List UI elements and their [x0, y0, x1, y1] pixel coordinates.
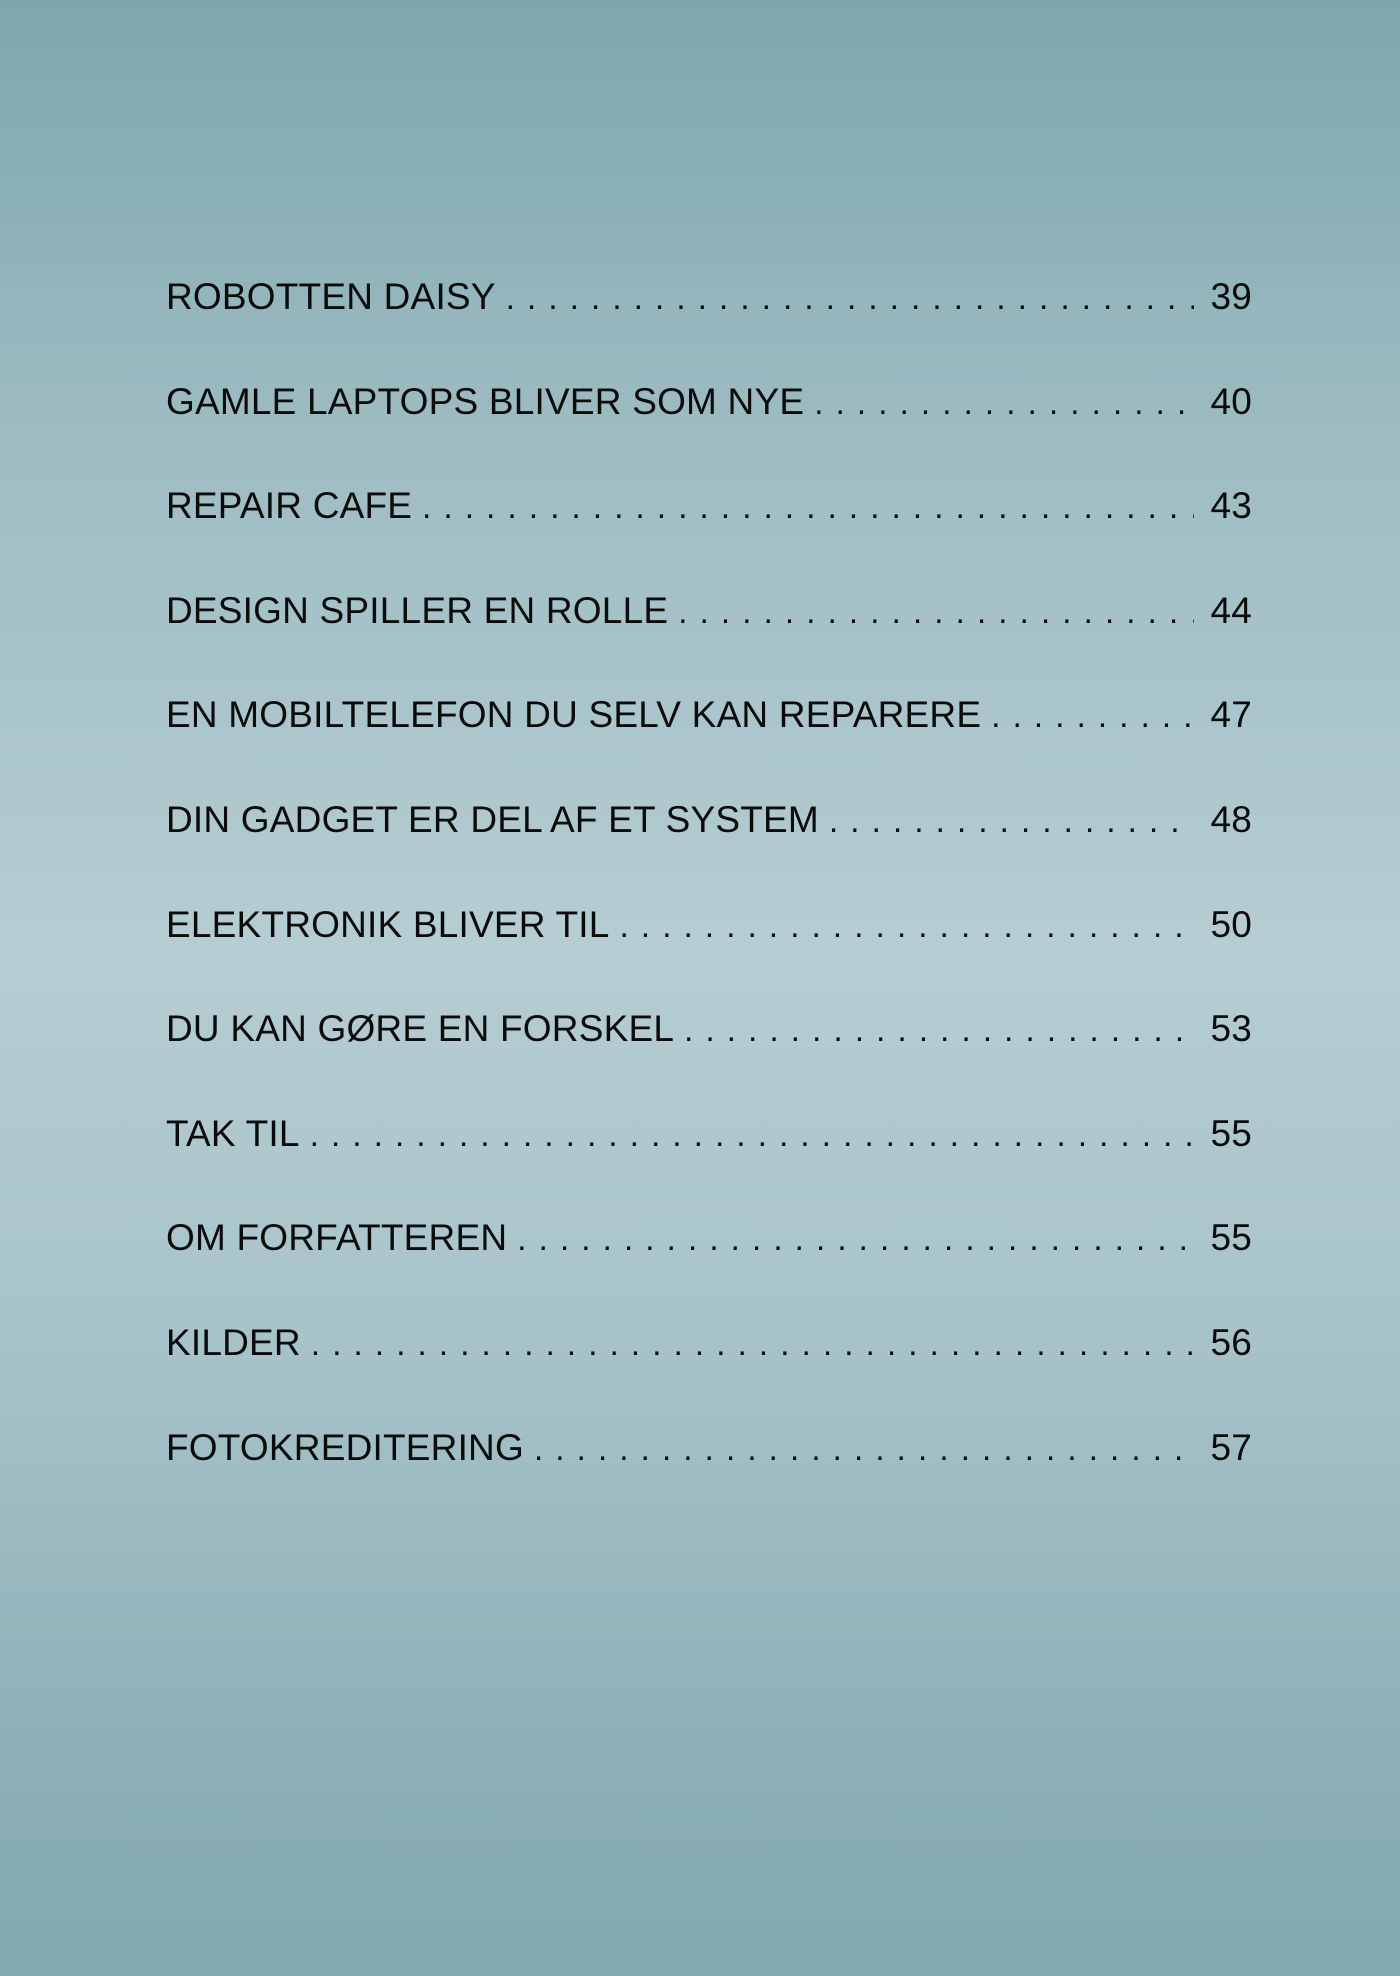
- toc-entry-title: DESIGN SPILLER EN ROLLE: [166, 589, 669, 631]
- toc-entry-page-number: 50: [1210, 903, 1252, 945]
- dot-leader: [311, 1325, 1194, 1363]
- dot-leader: [506, 279, 1194, 317]
- toc-entry-title: ELEKTRONIK BLIVER TIL: [166, 903, 610, 945]
- toc-entry-fotokreditering[interactable]: [166, 1427, 1252, 1532]
- toc-entry-om-forfatteren[interactable]: [166, 1217, 1252, 1322]
- dot-leader: [517, 1220, 1194, 1258]
- toc-entry-robotten-daisy[interactable]: [166, 276, 1252, 381]
- toc-entry-gamle-laptops[interactable]: [166, 381, 1252, 486]
- toc-entry-repair-cafe[interactable]: [166, 485, 1252, 590]
- toc-entry-page-number: 44: [1210, 589, 1252, 631]
- toc-entry-title: DIN GADGET ER DEL AF ET SYSTEM: [166, 798, 819, 840]
- toc-entry-din-gadget[interactable]: [166, 799, 1252, 904]
- toc-entry-kilder[interactable]: [166, 1322, 1252, 1427]
- toc-entry-page-number: 47: [1210, 694, 1252, 736]
- toc-entry-page-number: 39: [1210, 276, 1252, 317]
- dot-leader: [310, 1116, 1194, 1154]
- dot-leader: [620, 907, 1194, 945]
- toc-entry-title: REPAIR CAFE: [166, 485, 413, 527]
- toc-entry-tak-til[interactable]: [166, 1113, 1252, 1218]
- dot-leader: [534, 1430, 1194, 1468]
- toc-entry-title: GAMLE LAPTOPS BLIVER SOM NYE: [166, 380, 805, 422]
- toc-entry-page-number: 43: [1210, 485, 1252, 527]
- dot-leader: [991, 697, 1194, 735]
- toc-entry-elektronik-bliver-til[interactable]: [166, 904, 1252, 1009]
- toc-entry-title: TAK TIL: [166, 1112, 300, 1154]
- toc-entry-page-number: 57: [1210, 1426, 1252, 1468]
- toc-entry-design-spiller-en-rolle[interactable]: [166, 590, 1252, 695]
- toc-entry-page-number: 55: [1210, 1112, 1252, 1154]
- toc-entry-title: OM FORFATTEREN: [166, 1217, 508, 1259]
- toc-entry-page-number: 56: [1210, 1321, 1252, 1363]
- toc-entry-page-number: 40: [1210, 380, 1252, 422]
- toc-entry-title: DU KAN GØRE EN FORSKEL: [166, 1008, 675, 1050]
- dot-leader: [829, 802, 1194, 840]
- toc-entry-page-number: 48: [1210, 798, 1252, 840]
- toc-entry-du-kan-gore-en-forskel[interactable]: [166, 1008, 1252, 1113]
- toc-entry-page-number: 53: [1210, 1008, 1252, 1050]
- toc-entry-title: FOTOKREDITERING: [166, 1426, 524, 1468]
- toc-entry-title: ROBOTTEN DAISY: [166, 276, 496, 317]
- table-of-contents: [166, 276, 1252, 1531]
- toc-entry-en-mobiltelefon[interactable]: [166, 694, 1252, 799]
- dot-leader: [814, 384, 1194, 422]
- toc-entry-title: EN MOBILTELEFON DU SELV KAN REPARERE: [166, 694, 982, 736]
- toc-entry-title: KILDER: [166, 1321, 301, 1363]
- toc-entry-page-number: 55: [1210, 1217, 1252, 1259]
- dot-leader: [422, 488, 1194, 526]
- dot-leader: [678, 593, 1194, 631]
- dot-leader: [684, 1011, 1194, 1049]
